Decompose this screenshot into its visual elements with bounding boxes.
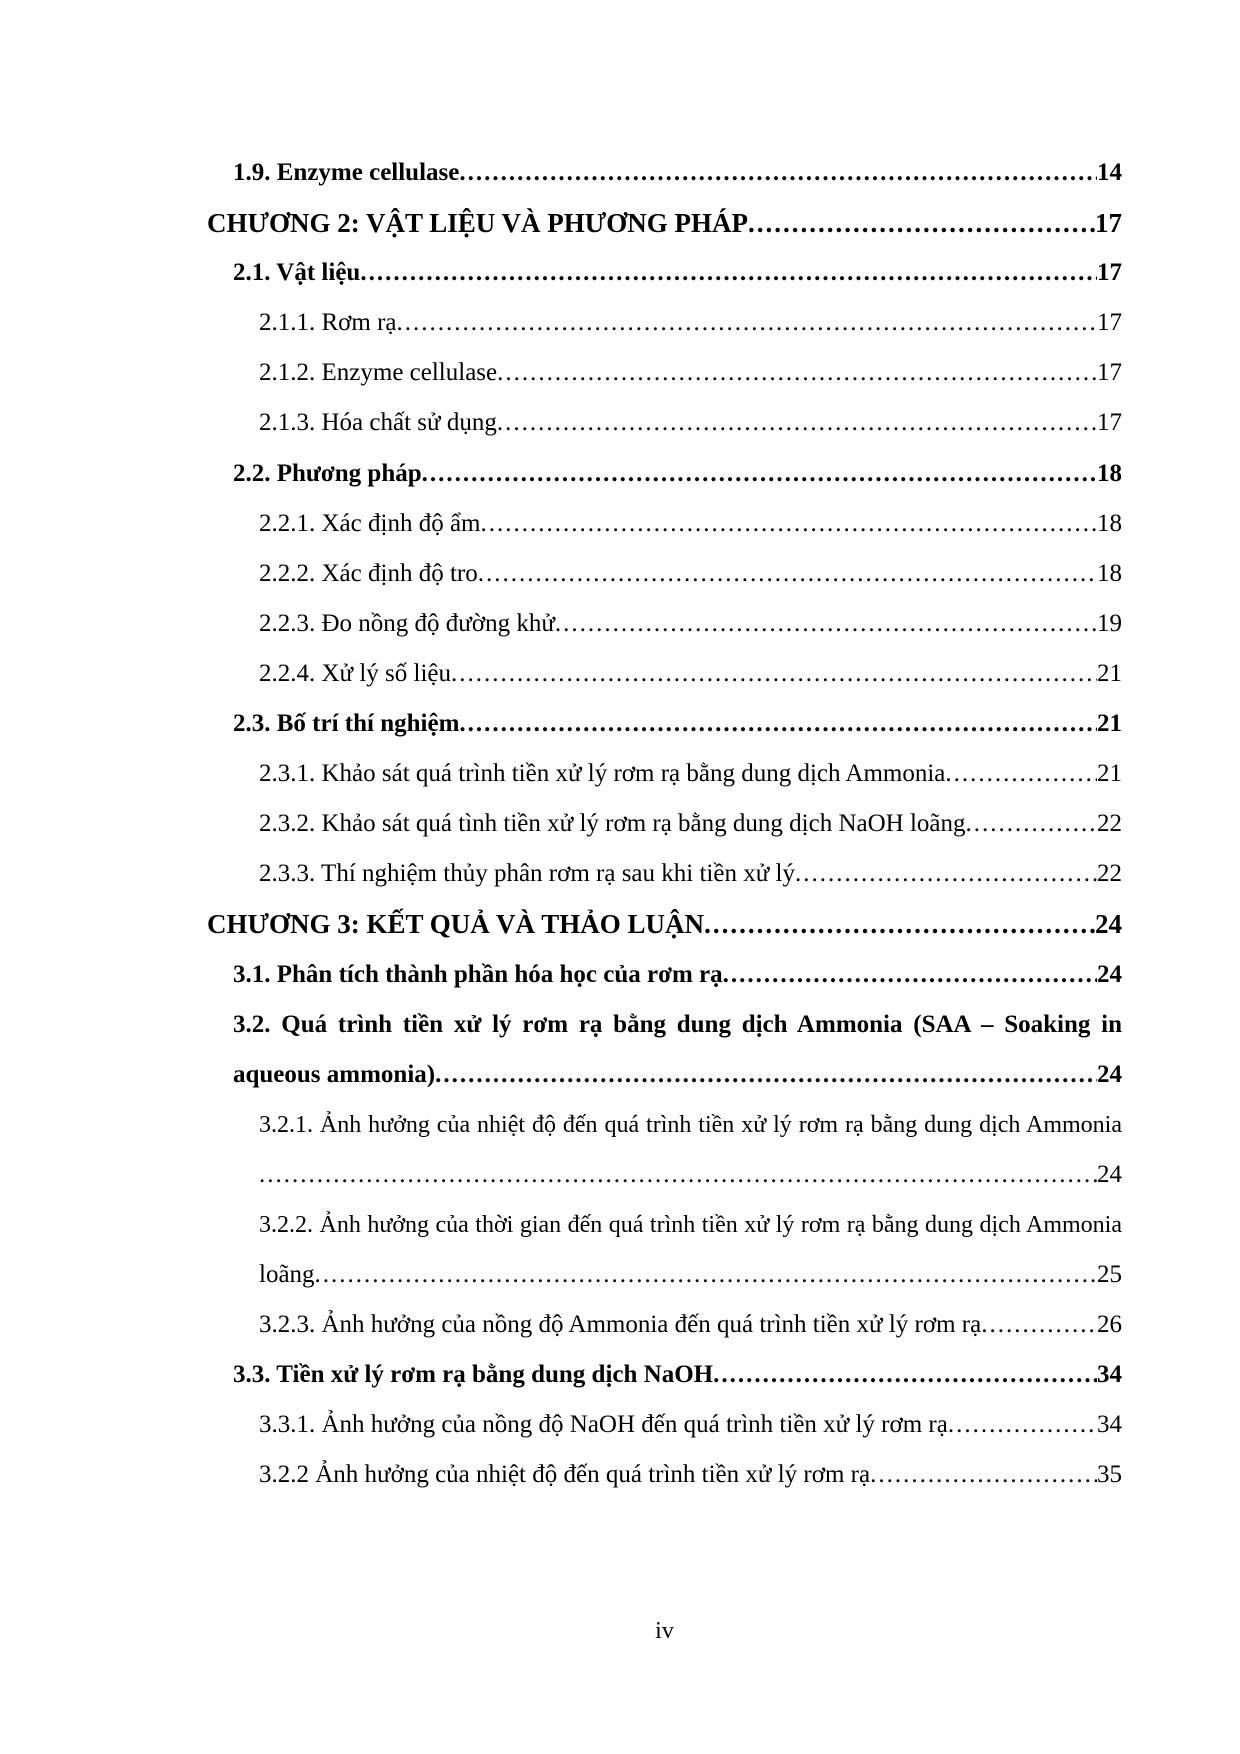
table-of-contents	[0, 148, 1240, 1501]
dot-leader	[723, 950, 1097, 1000]
toc-page-number: 24	[1097, 1060, 1122, 1088]
toc-entry-label: 3.2.2. Ảnh hưởng của thời gian đến quá trình tiền xử lý rơm rạ bằng dung dịch Ammonia	[259, 1211, 1122, 1238]
toc-entry-label: 2.2.3. Đo nồng độ đường khử	[259, 609, 555, 637]
toc-entry-label: 3.2.1. Ảnh hưởng của nhiệt độ đến quá trình tiền xử lý rơm rạ bằng dung dịch Ammonia	[259, 1111, 1122, 1138]
toc-entry-wrapped-line	[259, 1200, 1122, 1250]
toc-entry	[259, 799, 1122, 849]
toc-entry-label: 2.3.3. Thí nghiệm thủy phân rơm rạ sau khi tiền xử lý	[259, 860, 795, 888]
dot-leader	[397, 298, 1097, 348]
toc-entry-label: 3.1. Phân tích thành phần hóa học của rơm rạ	[233, 960, 723, 988]
dot-leader	[451, 649, 1097, 699]
page-footer-number: iv	[655, 1618, 674, 1644]
toc-entry-label: 2.2.1. Xác định độ ẩm	[259, 509, 481, 537]
dot-leader	[713, 1350, 1097, 1400]
toc-entry-chapter	[207, 899, 1122, 949]
toc-entry-label: 3.2.3. Ảnh hưởng của nồng độ Ammonia đến quá trình tiền xử lý rơm rạ	[259, 1311, 982, 1339]
toc-page-number: 22	[1097, 810, 1122, 838]
toc-entry	[259, 649, 1122, 699]
toc-page-number: 18	[1097, 509, 1122, 537]
toc-entry-label: CHƯƠNG 2: VẬT LIỆU VÀ PHƯƠNG PHÁP	[207, 208, 749, 239]
toc-entry-label: 2.3. Bố trí thí nghiệm	[233, 710, 460, 738]
dot-leader	[795, 849, 1097, 899]
dot-leader	[748, 198, 1095, 248]
toc-entry	[259, 298, 1122, 348]
toc-entry-label: 3.2. Quá trình tiền xử lý rơm rạ bằng dung dịch Ammonia (SAA – Soaking in	[233, 1010, 1122, 1038]
toc-entry-label: 2.1.1. Rơm rạ	[259, 309, 397, 337]
toc-page-number: 21	[1097, 659, 1122, 687]
dot-leader	[478, 549, 1097, 599]
toc-entry	[233, 148, 1122, 198]
toc-entry	[259, 398, 1122, 448]
toc-page-number: 18	[1097, 559, 1122, 587]
toc-entry-label: CHƯƠNG 3: KẾT QUẢ VÀ THẢO LUẬN	[207, 909, 705, 940]
dot-leader	[555, 599, 1097, 649]
toc-entry-label: 2.3.2. Khảo sát quá tình tiền xử lý rơm rạ bằng dung dịch NaOH loãng	[259, 810, 966, 838]
toc-page-number: 22	[1097, 860, 1122, 888]
toc-entry	[259, 1450, 1122, 1500]
toc-entry-label: 3.3.1. Ảnh hưởng của nồng độ NaOH đến quá trình tiền xử lý rơm rạ	[259, 1411, 948, 1439]
toc-page-number: 35	[1097, 1461, 1122, 1489]
toc-entry	[233, 699, 1122, 749]
toc-entry	[259, 749, 1122, 799]
dot-leader	[480, 499, 1097, 549]
toc-entry-continuation	[259, 1250, 1122, 1300]
dot-leader	[497, 348, 1097, 398]
dot-leader	[315, 1250, 1097, 1300]
toc-page-number: 14	[1097, 159, 1122, 186]
dot-leader	[870, 1450, 1097, 1500]
toc-entry-label: 3.3. Tiền xử lý rơm rạ bằng dung dịch NaOH	[233, 1361, 714, 1389]
dot-leader	[435, 1050, 1097, 1100]
toc-entry-label: 2.2. Phương pháp	[233, 459, 422, 487]
toc-entry-label: 1.9. Enzyme cellulase	[233, 159, 460, 186]
toc-page-number: 24	[1097, 1160, 1122, 1188]
toc-entry	[259, 499, 1122, 549]
toc-entry-label: 2.1. Vật liệu	[233, 259, 361, 287]
toc-entry	[233, 248, 1122, 298]
toc-entry-label: loãng	[259, 1261, 315, 1289]
dot-leader	[259, 1150, 1097, 1200]
toc-page-number: 34	[1097, 1361, 1122, 1389]
toc-page-number: 17	[1097, 359, 1122, 387]
toc-entry-label: 2.1.2. Enzyme cellulase	[259, 359, 498, 387]
toc-entry	[259, 599, 1122, 649]
toc-page-number: 26	[1097, 1311, 1122, 1339]
toc-entry-label: 2.1.3. Hóa chất sử dụng	[259, 409, 497, 437]
toc-entry	[233, 449, 1122, 499]
toc-entry-label: 2.2.2. Xác định độ tro	[259, 559, 478, 587]
dot-leader	[360, 248, 1097, 298]
toc-page-number: 17	[1095, 208, 1122, 239]
toc-page-number: 19	[1097, 609, 1122, 637]
toc-entry-label: aqueous ammonia)	[233, 1060, 436, 1088]
dot-leader	[945, 749, 1097, 799]
toc-entry	[259, 1300, 1122, 1350]
dot-leader	[459, 148, 1097, 198]
toc-page-number: 21	[1097, 710, 1122, 738]
toc-entry-label: 3.2.2 Ảnh hưởng của nhiệt độ đến quá trình tiền xử lý rơm rạ	[259, 1461, 871, 1489]
toc-page-number: 24	[1095, 909, 1122, 940]
toc-entry	[233, 950, 1122, 1000]
toc-entry-label: 2.3.1. Khảo sát quá trình tiền xử lý rơm rạ bằng dung dịch Ammonia	[259, 760, 946, 788]
toc-entry-label: 2.2.4. Xử lý số liệu	[259, 659, 452, 687]
toc-page-number: 18	[1097, 459, 1122, 487]
dot-leader	[497, 398, 1097, 448]
toc-entry-wrapped-line	[233, 1000, 1122, 1050]
toc-entry-continuation	[259, 1150, 1122, 1200]
dot-leader	[948, 1400, 1097, 1450]
toc-page-number: 17	[1097, 409, 1122, 437]
toc-page-number: 34	[1097, 1411, 1122, 1439]
toc-entry	[233, 1350, 1122, 1400]
dot-leader	[459, 699, 1097, 749]
toc-entry-wrapped-line	[259, 1100, 1122, 1150]
toc-page-number: 17	[1097, 259, 1122, 287]
toc-page-number: 25	[1097, 1261, 1122, 1289]
toc-page-number: 24	[1097, 960, 1122, 988]
dot-leader	[966, 799, 1098, 849]
toc-entry	[259, 549, 1122, 599]
toc-entry	[259, 1400, 1122, 1450]
dot-leader	[981, 1300, 1097, 1350]
toc-entry-chapter	[207, 198, 1122, 248]
dot-leader	[422, 449, 1097, 499]
toc-entry	[259, 849, 1122, 899]
toc-page-number: 21	[1097, 760, 1122, 788]
toc-entry	[259, 348, 1122, 398]
toc-page-number: 17	[1097, 309, 1122, 337]
dot-leader	[704, 899, 1095, 949]
toc-entry-continuation	[233, 1050, 1122, 1100]
